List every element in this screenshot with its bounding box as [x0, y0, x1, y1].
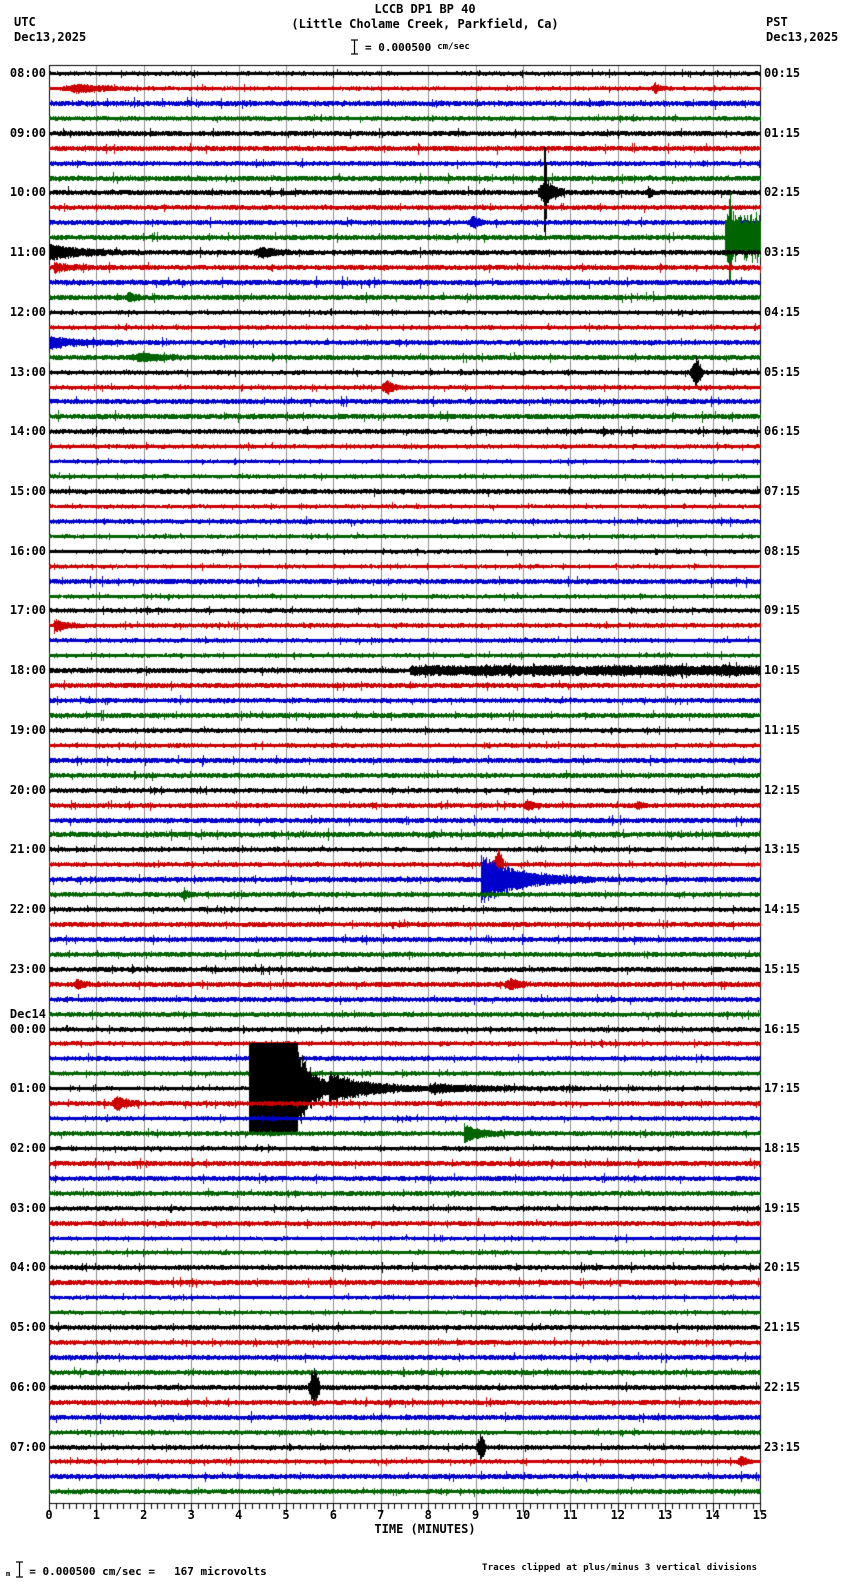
utc-hour-label: 08:00 — [9, 66, 46, 80]
pst-date: Dec13,2025 — [766, 30, 839, 44]
x-tick-label: 5 — [282, 1508, 290, 1522]
amplitude-scale — [350, 38, 470, 56]
utc-hour-label: 14:00 — [9, 424, 46, 439]
footer-scale-note — [6, 1560, 267, 1578]
utc-hour-label: 03:00 — [9, 1200, 46, 1215]
utc-hour-label: 10:00 — [9, 185, 46, 200]
scale-bar-icon — [350, 39, 359, 55]
utc-hour-label: 09:00 — [9, 125, 46, 140]
pst-hour-label: 20:15 — [764, 1260, 801, 1275]
x-tick-label: 1 — [92, 1508, 100, 1522]
x-tick-label: 13 — [657, 1508, 673, 1522]
x-tick-label: 10 — [515, 1508, 531, 1522]
utc-hour-label: 02:00 — [9, 1140, 46, 1155]
pst-hour-label: 21:15 — [764, 1320, 801, 1335]
utc-hour-label: 00:00 — [9, 1021, 46, 1036]
x-tick-label: 11 — [563, 1508, 578, 1522]
page-subtitle: (Little Cholame Creek, Parkfield, Ca) — [291, 17, 559, 31]
pst-hour-label: 23:15 — [764, 1439, 801, 1454]
x-tick-label: 3 — [187, 1508, 195, 1522]
utc-hour-label: 19:00 — [9, 722, 46, 737]
footer-scale-bar-icon — [15, 1561, 24, 1578]
x-tick-label: 4 — [234, 1508, 243, 1522]
pst-hour-label: 16:15 — [764, 1021, 801, 1036]
pst-hour-label: 14:15 — [764, 902, 801, 917]
utc-hour-label: 01:00 — [9, 1081, 46, 1096]
pst-hour-label: 05:15 — [764, 364, 801, 379]
utc-hour-label: 05:00 — [9, 1320, 46, 1335]
utc-hour-label: 17:00 — [9, 603, 46, 618]
x-axis-title: TIME (MINUTES) — [374, 1522, 476, 1536]
x-tick-label: 9 — [471, 1508, 480, 1522]
footer-scale-text: = 0.000500 cm/sec = — [29, 1565, 156, 1578]
footer-clip-note: Traces clipped at plus/minus 3 vertical divisions — [482, 1563, 758, 1573]
x-tick-label: 14 — [705, 1508, 720, 1522]
x-tick-label: 0 — [45, 1508, 53, 1522]
pst-hour-label: 17:15 — [764, 1081, 801, 1096]
pst-hour-label: 04:15 — [764, 304, 801, 319]
footer-microvolts: 167 microvolts — [174, 1565, 267, 1578]
utc-label: UTC — [14, 15, 36, 29]
x-tick-label: 8 — [424, 1508, 432, 1522]
pst-hour-label: 08:15 — [764, 543, 801, 558]
pst-hour-label: 02:15 — [764, 185, 801, 200]
page-title: LCCB DP1 BP 40 — [374, 2, 476, 16]
pst-hour-label: 11:15 — [764, 722, 801, 737]
pst-hour-label: 03:15 — [764, 245, 801, 260]
utc-date: Dec13,2025 — [14, 30, 87, 44]
utc-hour-label: 15:00 — [9, 484, 46, 499]
utc-hour-label: 04:00 — [9, 1260, 46, 1275]
pst-hour-label: 07:15 — [764, 484, 801, 499]
scale-value: = 0.000500 — [365, 40, 432, 54]
utc-hour-label: 22:00 — [9, 902, 46, 917]
utc-hour-label: 20:00 — [9, 782, 46, 797]
utc-hour-label: 13:00 — [9, 364, 46, 379]
pst-hour-label: 01:15 — [764, 125, 801, 140]
pst-hour-label: 10:15 — [764, 663, 801, 678]
pst-hour-label: 15:15 — [764, 961, 801, 976]
pst-hour-label: 12:15 — [764, 782, 801, 797]
utc-hour-label: 11:00 — [9, 245, 46, 260]
utc-hour-label: 16:00 — [9, 543, 46, 558]
utc-hour-label: 06:00 — [9, 1379, 46, 1394]
x-tick-label: 7 — [377, 1508, 385, 1522]
pst-hour-label: 00:15 — [764, 66, 801, 80]
x-tick-label: 15 — [752, 1508, 768, 1522]
pst-hour-label: 22:15 — [764, 1379, 801, 1394]
scale-units: cm/sec — [437, 42, 470, 52]
x-tick-label: 12 — [610, 1508, 626, 1522]
pst-hour-label: 19:15 — [764, 1200, 801, 1215]
pst-hour-label: 13:15 — [764, 842, 801, 857]
utc-hour-label: 23:00 — [9, 961, 46, 976]
utc-hour-label: 21:00 — [9, 842, 46, 857]
date-break-label: Dec14 — [9, 1006, 46, 1021]
footer-scale-glyph: m — [6, 1570, 11, 1578]
utc-hour-label: 12:00 — [9, 304, 46, 319]
x-tick-label: 6 — [329, 1508, 337, 1522]
x-tick-label: 2 — [140, 1508, 148, 1522]
pst-label: PST — [766, 15, 788, 29]
pst-hour-label: 06:15 — [764, 424, 801, 439]
pst-hour-label: 09:15 — [764, 603, 801, 618]
utc-hour-label: 18:00 — [9, 663, 46, 678]
pst-hour-label: 18:15 — [764, 1140, 801, 1155]
utc-hour-label: 07:00 — [9, 1439, 46, 1454]
